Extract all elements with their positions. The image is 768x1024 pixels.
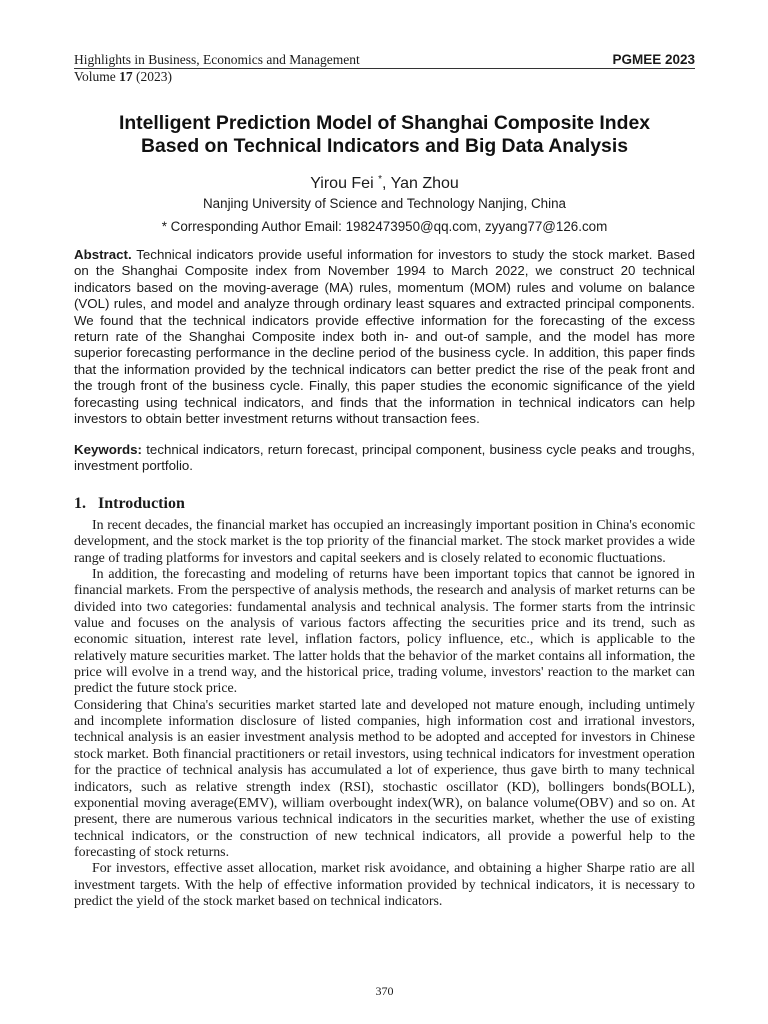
section-number: 1. [74,495,86,512]
paper-title [74,112,695,158]
corresponding-email: * Corresponding Author Email: 1982473950@qq.com, zyyang77@126.com [161,219,608,234]
journal-name: Highlights in Business, Economics and Management [74,52,360,67]
affiliation: Nanjing University of Science and Technology Nanjing, China [203,196,566,211]
page-number: 370 [375,984,394,998]
abstract [74,247,695,427]
keywords [74,442,695,475]
header-rule [74,68,695,69]
title-line-1: Intelligent Prediction Model of Shanghai Composite Index [118,112,651,134]
author-2: , Yan Zhou [382,175,459,192]
corresponding-mark: * [378,174,382,185]
section-heading [74,494,185,514]
conference-name: PGMEE 2023 [612,52,695,67]
keywords-label: Keywords: [74,442,142,457]
paragraph-4: For investors, effective asset allocation, market risk avoidance, and obtaining a higher Sharpe ratio are all investment targets. With the help of effective information provided by technical indicators, it is necessary to predict the yield of the stock market based on technical indicators. [74,861,695,909]
paragraph-2: In addition, the forecasting and modeling of returns have been important topics that cannot be ignored in financial markets. From the perspective of analysis methods, the research and analysis of market returns can be divided into two categories: fundamental analysis and technical analysis. The former starts from the intrinsic value and focuses on the analysis of various factors affecting the securities price and its trend, such as economic situation, interest rate level, inflation factors, policy influence, etc., which is applicable to the relatively mature securities market. The latter holds that the behavior of the market contains all information, the price will evolve in a trend way, and the historical price, trading volume, investors' reaction to the market can predict the future stock price. [74,567,695,697]
title-line-2: Based on Technical Indicators and Big Data Analysis [140,135,629,157]
abstract-text: Technical indicators provide useful information for investors to study the stock market. Based on the Shanghai Composite index from November 1994 to March 2022, we construct 20 technical indicators based on the moving-average (MA) rules, momentum (MOM) rules and volume on balance (VOL) rules, and model and analyze through ordinary least squares and extracted principal components. We found that the technical indicators provide effective information for the forecasting of the excess return rate of the Shanghai Composite index both in- and out-of sample, and the model has more superior forecasting performance in the decline period of the business cycle. In addition, this paper finds that the information provided by the technical indicators can better predict the rise of the peak front and the trough front of the business cycle. Finally, this paper studies the economic significance of the yield forecasting using technical indicators, and finds that the information in technical indicators can help investors to obtain better investment returns without transaction fees. [74,247,695,427]
section-title: Introduction [98,495,185,512]
authors [74,170,695,194]
introduction-body [74,518,695,910]
keywords-text: technical indicators, return forecast, principal component, business cycle peaks and troughs, investment portfolio. [74,442,695,474]
running-header [74,52,695,84]
abstract-label: Abstract. [74,247,132,262]
author-1: Yirou Fei [310,175,374,192]
volume-info: Volume 17 (2023) [74,69,173,84]
paragraph-1: In recent decades, the financial market has occupied an increasingly important position in China's economic development, and the stock market is the top priority of the financial market. The stock market provides a wide range of trading platforms for investors and capital seekers and is closely related to economic fluctuations. [74,518,695,566]
paragraph-3: Considering that China's securities market started late and developed not mature enough, including untimely and incomplete information disclosure of listed companies, high information cost and irrational investors, technical analysis is an easier investment analysis method to be adopted and accepted for investors in Chinese stock market. Both financial practitioners or retail investors, using technical indicators for investment operation for the practice of technical analysis has accumulated a lot of experience, thus gave birth to many technical indicators, such as relative strength index (RSI), stochastic oscillator (KD), bollingers bonds(BOLL), exponential moving average(EMV), william overbought index(WR), on balance volume(OBV) and so on. At present, there are numerous various technical indicators in the securities market, whether the use of existing technical indicators, or the construction of new technical indicators, all provide a powerful help to the forecasting of stock returns. [74,697,695,860]
